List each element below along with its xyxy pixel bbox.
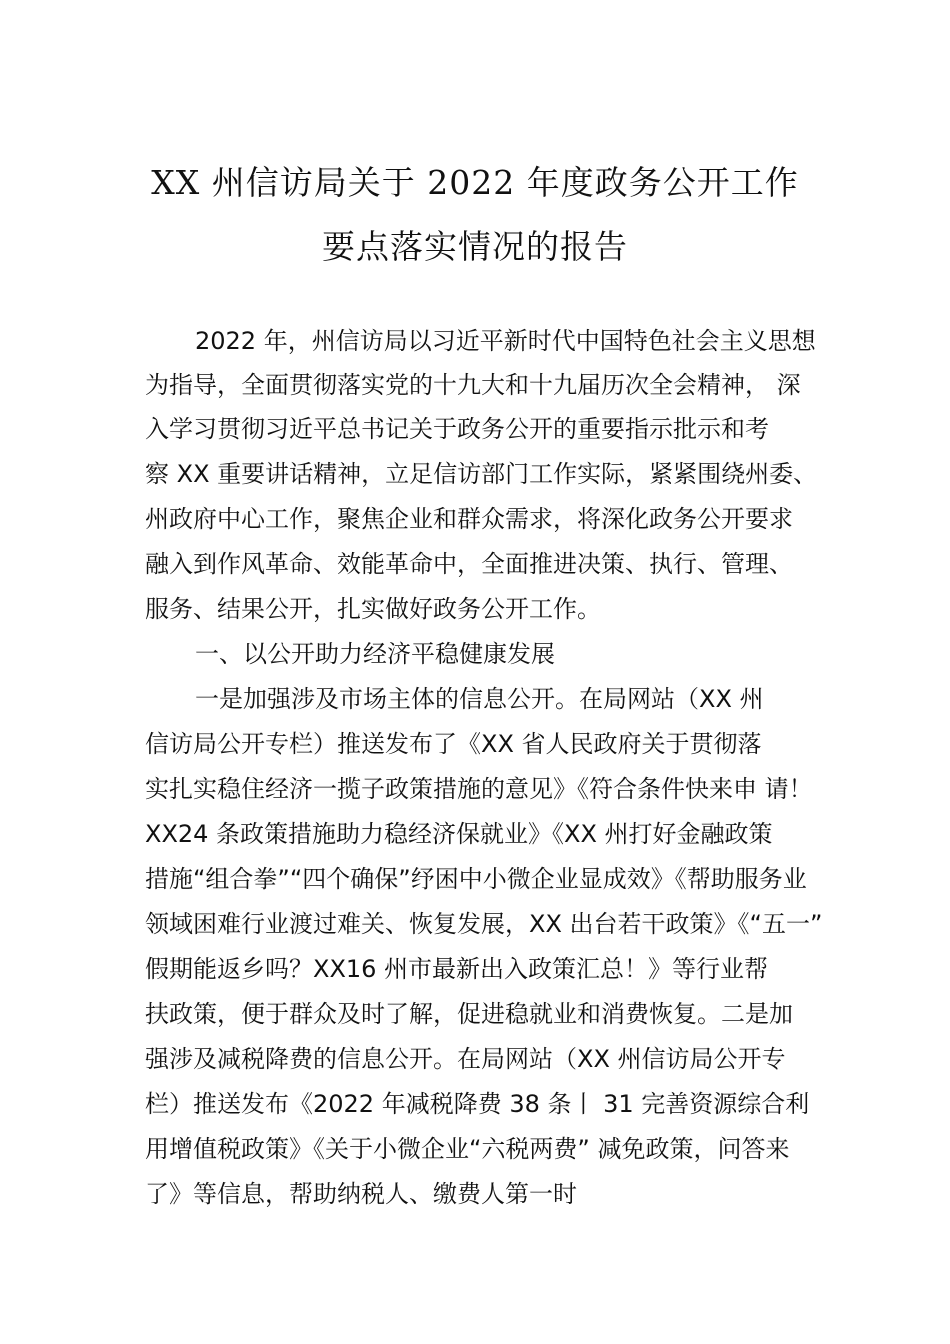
body-line: 实扎实稳住经济一揽子政策措施的意见》《符合条件快来申 请！ (145, 775, 813, 803)
body-line: 融入到作风革命、效能革命中，全面推进决策、执行、管理、 (145, 550, 793, 578)
body-line: 为指导，全面贯彻落实党的十九大和十九届历次全会精神， 深 (145, 371, 801, 399)
body-line: 一是加强涉及市场主体的信息公开。在局网站（XX 州 (195, 685, 764, 713)
body-line: 领域困难行业渡过难关、恢复发展，XX 出台若干政策》《“五一” (145, 910, 823, 938)
body-line: 信访局公开专栏）推送发布了《XX 省人民政府关于贯彻落 (145, 730, 762, 758)
body-line: 用增值税政策》《关于小微企业“六税两费” 减免政策，问答来 (145, 1135, 790, 1163)
document-title-line-2: 要点落实情况的报告 (322, 227, 628, 266)
body-line: 假期能返乡吗？XX16 州市最新出入政策汇总！》等行业帮 (145, 955, 769, 983)
body-line: 服务、结果公开，扎实做好政务公开工作。 (145, 595, 601, 623)
body-line: 察 XX 重要讲话精神，立足信访部门工作实际，紧紧围绕州委、 (145, 460, 818, 488)
body-line: 入学习贯彻习近平总书记关于政务公开的重要指示批示和考 (145, 415, 769, 443)
body-line: 措施“组合拳”“四个确保”纾困中小微企业显成效》《帮助服务业 (145, 865, 807, 893)
body-line: 栏）推送发布《2022 年减税降费 38 条丨 31 完善资源综合利 (145, 1090, 810, 1118)
body-line: 州政府中心工作，聚焦企业和群众需求，将深化政务公开要求 (145, 505, 793, 533)
section-heading: 一、以公开助力经济平稳健康发展 (195, 640, 555, 668)
body-line: XX24 条政策措施助力稳经济保就业》《XX 州打好金融政策 (145, 820, 773, 848)
body-line: 了》等信息，帮助纳税人、缴费人第一时 (145, 1180, 577, 1208)
body-line: 2022 年，州信访局以习近平新时代中国特色社会主义思想 (195, 327, 816, 355)
body-line: 扶政策，便于群众及时了解，促进稳就业和消费恢复。二是加 (145, 1000, 793, 1028)
body-line: 强涉及减税降费的信息公开。在局网站（XX 州信访局公开专 (145, 1045, 786, 1073)
document-title-line-1: XX 州信访局关于 2022 年度政务公开工作 (151, 163, 799, 202)
